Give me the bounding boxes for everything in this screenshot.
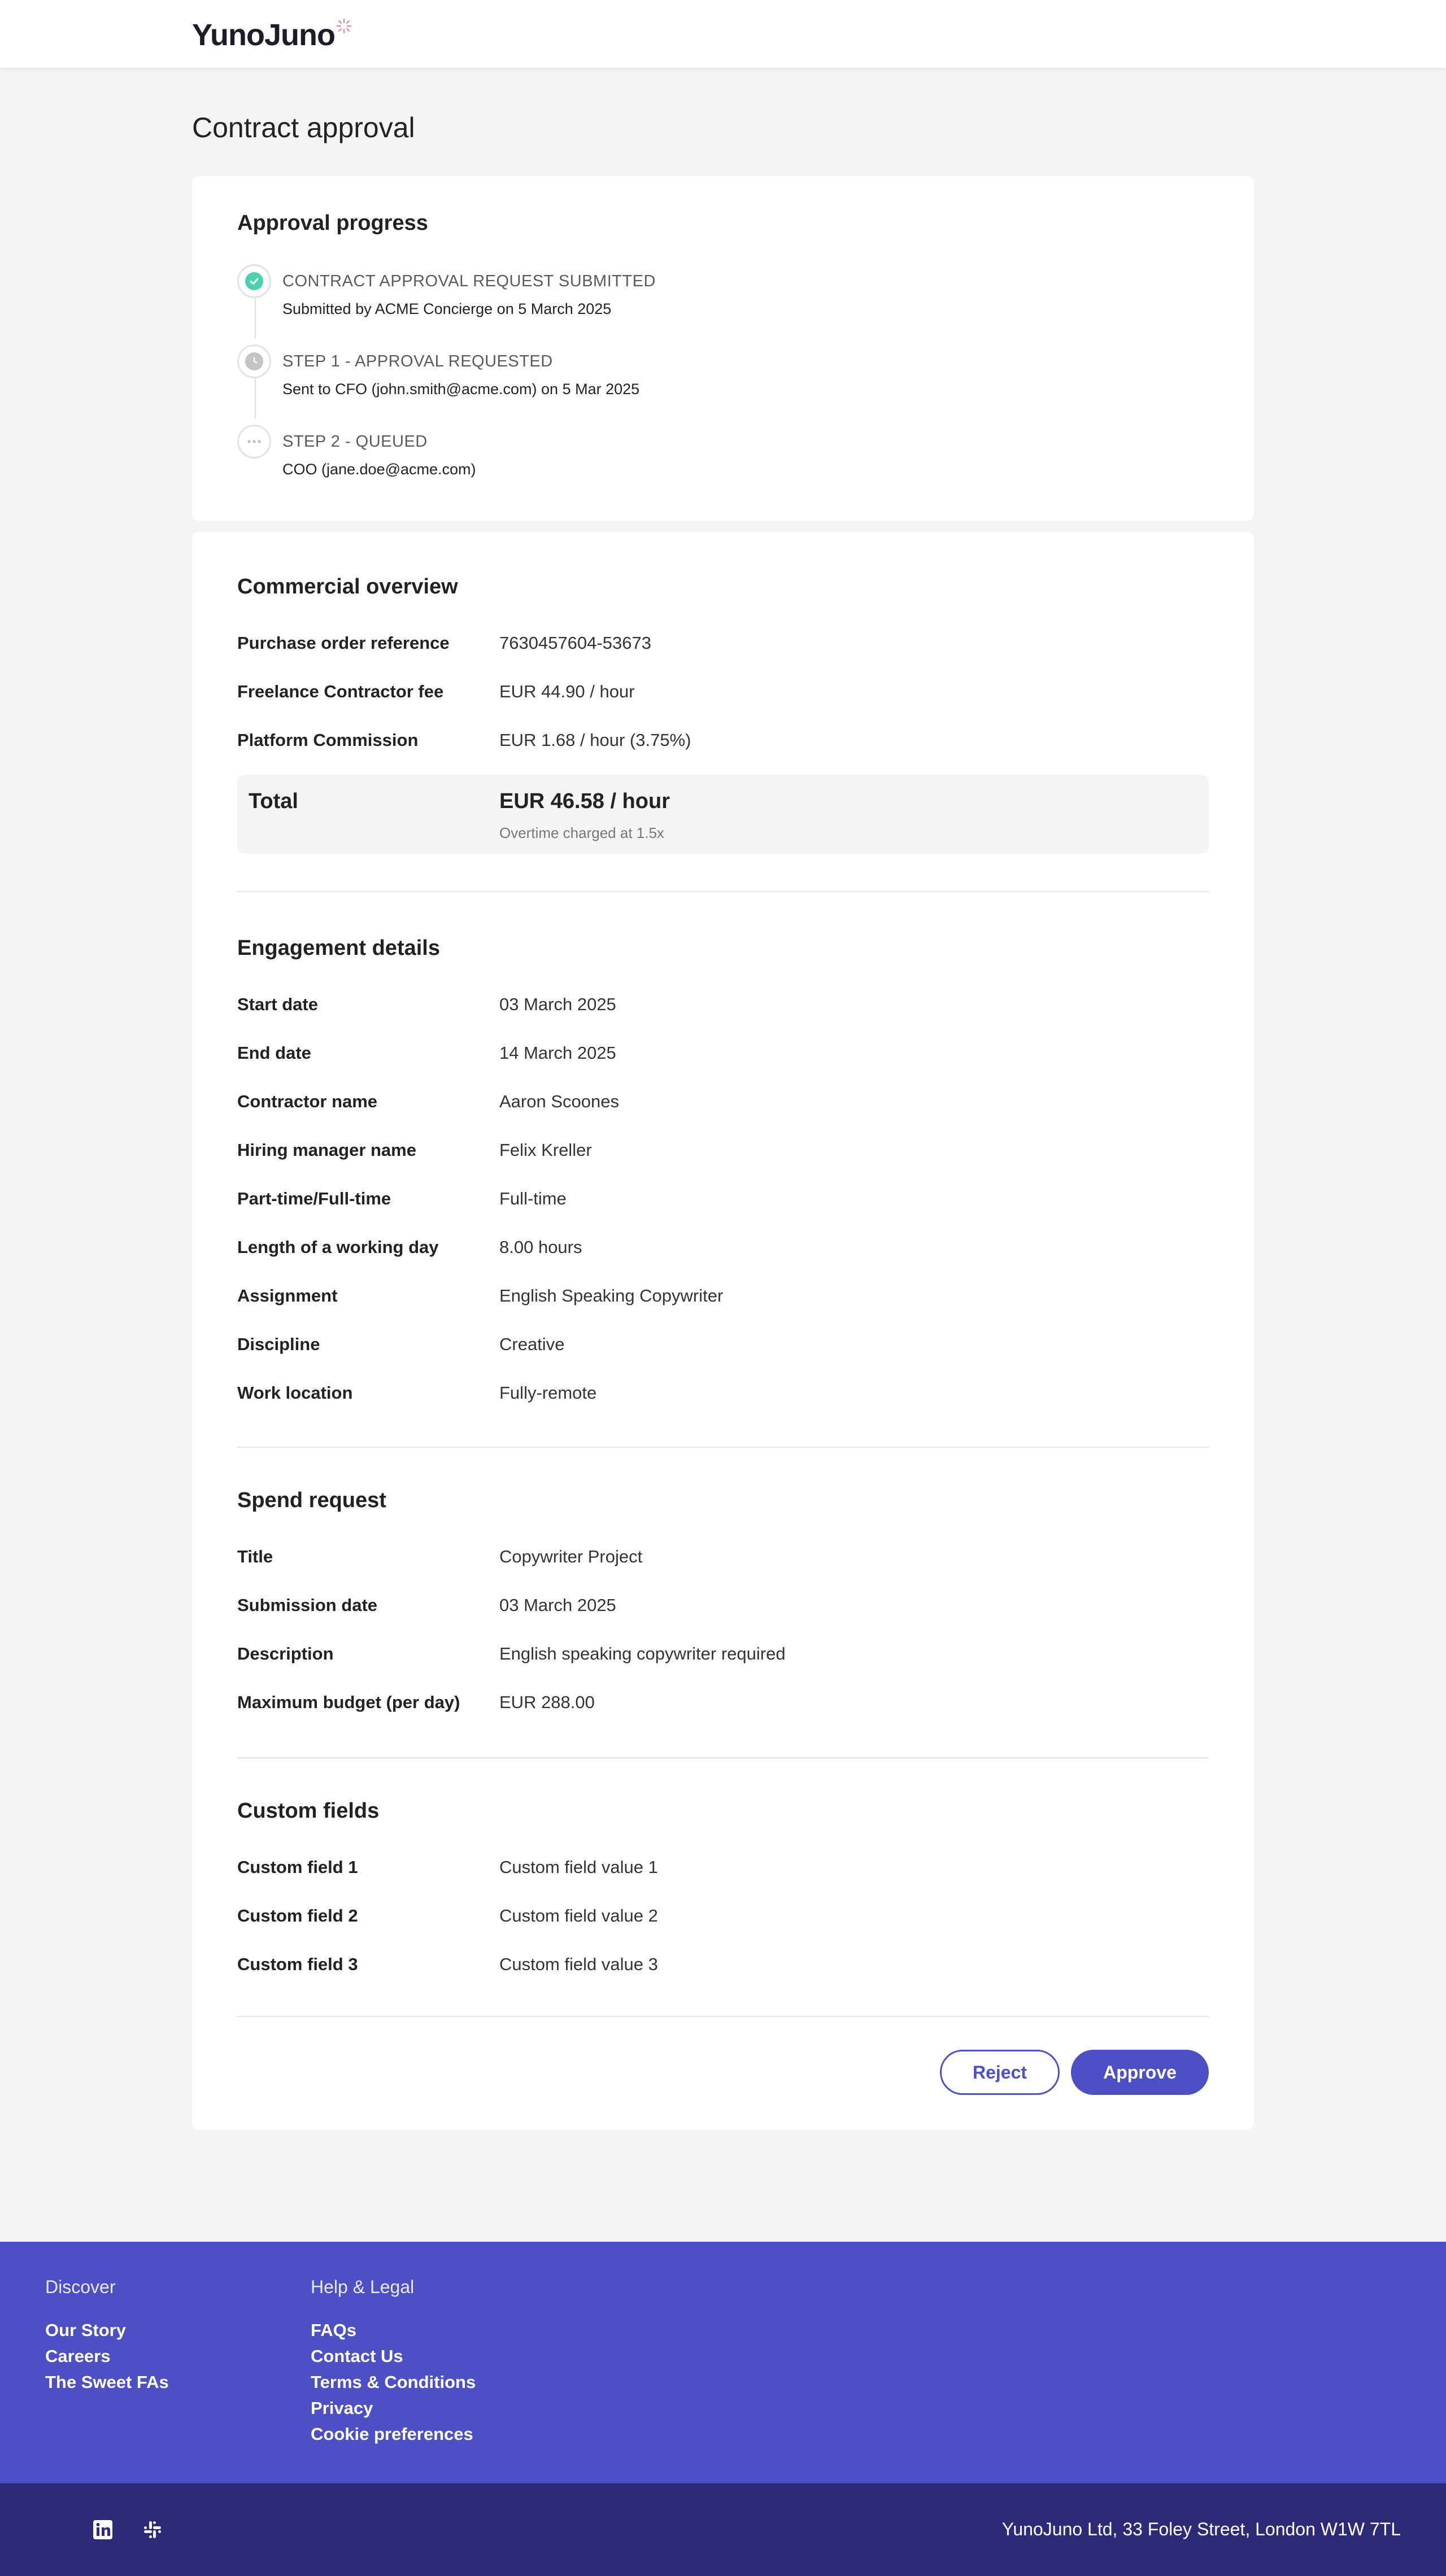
max-budget-label: Maximum budget (per day) [237, 1692, 460, 1712]
detail-row [237, 1379, 1209, 1407]
discipline-value: Creative [499, 1334, 565, 1354]
linkedin-icon[interactable] [92, 2518, 114, 2541]
submission-date-value: 03 March 2025 [499, 1595, 616, 1615]
assignment-label: Assignment [237, 1286, 338, 1306]
section-divider [237, 1447, 1209, 1448]
detail-row [237, 1902, 1209, 1930]
contract-details-card [192, 532, 1254, 2130]
footer-link-contact-us[interactable]: Contact Us [311, 2346, 403, 2366]
section-divider [237, 1757, 1209, 1758]
custom-field-value: Custom field value 2 [499, 1906, 658, 1926]
work-location-value: Fully-remote [499, 1383, 597, 1403]
spend-title-label: Title [237, 1547, 273, 1566]
platform-commission-label: Platform Commission [237, 730, 419, 750]
clock-icon [245, 352, 263, 370]
end-date-value: 14 March 2025 [499, 1043, 616, 1063]
detail-row [237, 1591, 1209, 1619]
custom-field-value: Custom field value 1 [499, 1857, 658, 1877]
spend-title-value: Copywriter Project [499, 1547, 643, 1566]
work-pattern-label: Part-time/Full-time [237, 1189, 391, 1208]
yunojuno-logo[interactable] [192, 18, 352, 52]
description-label: Description [237, 1644, 334, 1664]
custom-field-label: Custom field 3 [237, 1954, 358, 1974]
detail-row [237, 629, 1209, 657]
page-title: Contract approval [192, 112, 415, 143]
spend-request-title: Spend request [237, 1488, 386, 1512]
hiring-manager-label: Hiring manager name [237, 1140, 416, 1160]
footer-discover-column [45, 2276, 169, 2395]
company-address: YunoJuno Ltd, 33 Foley Street, London W1W 7TL [1001, 2519, 1401, 2539]
hiring-manager-value: Felix Kreller [499, 1140, 592, 1160]
detail-row [237, 1185, 1209, 1213]
reject-button[interactable]: Reject [940, 2050, 1060, 2095]
ellipsis-icon [245, 433, 263, 451]
step-title: STEP 1 - APPROVAL REQUESTED [282, 352, 553, 370]
section-divider [237, 891, 1209, 892]
detail-row [237, 1688, 1209, 1717]
description-value: English speaking copywriter required [499, 1644, 786, 1664]
max-budget-value: EUR 288.00 [499, 1692, 595, 1712]
step-title: STEP 2 - QUEUED [282, 433, 428, 451]
custom-field-label: Custom field 1 [237, 1857, 358, 1877]
top-navigation-bar [0, 0, 1446, 68]
start-date-label: Start date [237, 994, 318, 1014]
footer-heading: Discover [45, 2277, 116, 2297]
step-subtitle: Sent to CFO (john.smith@acme.com) on 5 Mar 2025 [282, 381, 640, 398]
engagement-details-title: Engagement details [237, 936, 440, 960]
detail-row [237, 1330, 1209, 1359]
detail-row [237, 990, 1209, 1019]
start-date-value: 03 March 2025 [499, 994, 616, 1014]
purchase-order-label: Purchase order reference [237, 633, 450, 653]
footer-link-sweet-fas[interactable]: The Sweet FAs [45, 2372, 169, 2392]
step-status-circle [237, 344, 271, 378]
approval-step-1 [237, 344, 1028, 401]
approval-progress-card [192, 176, 1254, 521]
detail-row [237, 1950, 1209, 1979]
contractor-name-label: Contractor name [237, 1091, 378, 1111]
commercial-overview-title: Commercial overview [237, 575, 458, 599]
submission-date-label: Submission date [237, 1595, 378, 1615]
logo-sparkle-icon [336, 18, 352, 34]
assignment-value: English Speaking Copywriter [499, 1286, 724, 1306]
footer-heading: Help & Legal [311, 2277, 415, 2297]
platform-commission-value: EUR 1.68 / hour (3.75%) [499, 730, 691, 750]
detail-row [237, 1543, 1209, 1571]
footer-link-privacy[interactable]: Privacy [311, 2398, 373, 2418]
section-divider [237, 2016, 1209, 2017]
end-date-label: End date [237, 1043, 311, 1063]
detail-row [237, 726, 1209, 754]
contractor-name-value: Aaron Scoones [499, 1091, 619, 1111]
detail-row [237, 1233, 1209, 1261]
discipline-label: Discipline [237, 1334, 320, 1354]
detail-row [237, 1640, 1209, 1668]
footer-link-terms[interactable]: Terms & Conditions [311, 2372, 476, 2392]
step-status-circle [237, 264, 271, 298]
approve-button[interactable]: Approve [1071, 2050, 1209, 2095]
custom-fields-title: Custom fields [237, 1799, 380, 1823]
step-title: CONTRACT APPROVAL REQUEST SUBMITTED [282, 272, 656, 290]
work-location-label: Work location [237, 1383, 353, 1403]
detail-row [237, 1853, 1209, 1881]
detail-row [237, 1039, 1209, 1067]
site-footer [0, 2242, 1446, 2483]
custom-field-value: Custom field value 3 [499, 1954, 658, 1974]
contractor-fee-label: Freelance Contractor fee [237, 682, 444, 701]
overtime-note: Overtime charged at 1.5x [499, 824, 664, 841]
footer-link-careers[interactable]: Careers [45, 2346, 111, 2366]
detail-row [237, 1136, 1209, 1164]
working-day-length-label: Length of a working day [237, 1237, 439, 1257]
approval-step-submitted [237, 264, 1028, 321]
work-pattern-value: Full-time [499, 1189, 567, 1208]
footer-link-cookie-preferences[interactable]: Cookie preferences [311, 2424, 473, 2444]
check-icon [245, 272, 263, 290]
detail-row [237, 678, 1209, 706]
purchase-order-value: 7630457604-53673 [499, 633, 651, 653]
slack-icon[interactable] [141, 2518, 164, 2541]
detail-row [237, 1282, 1209, 1310]
footer-link-faqs[interactable]: FAQs [311, 2320, 356, 2340]
total-label: Total [249, 789, 298, 813]
detail-row [237, 1088, 1209, 1116]
footer-help-column [311, 2276, 476, 2447]
step-status-circle [237, 425, 271, 459]
footer-link-our-story[interactable]: Our Story [45, 2320, 126, 2340]
approval-progress-title: Approval progress [237, 211, 428, 235]
step-subtitle: Submitted by ACME Concierge on 5 March 2025 [282, 300, 612, 317]
total-summary [237, 775, 1209, 854]
footer-bottom-bar [0, 2483, 1446, 2576]
custom-field-label: Custom field 2 [237, 1906, 358, 1926]
approval-step-2 [237, 425, 1028, 481]
working-day-length-value: 8.00 hours [499, 1237, 582, 1257]
step-subtitle: COO (jane.doe@acme.com) [282, 461, 476, 478]
contractor-fee-value: EUR 44.90 / hour [499, 682, 635, 701]
logo-wordmark: YunoJuno [192, 18, 335, 52]
total-value: EUR 46.58 / hour [499, 789, 670, 813]
